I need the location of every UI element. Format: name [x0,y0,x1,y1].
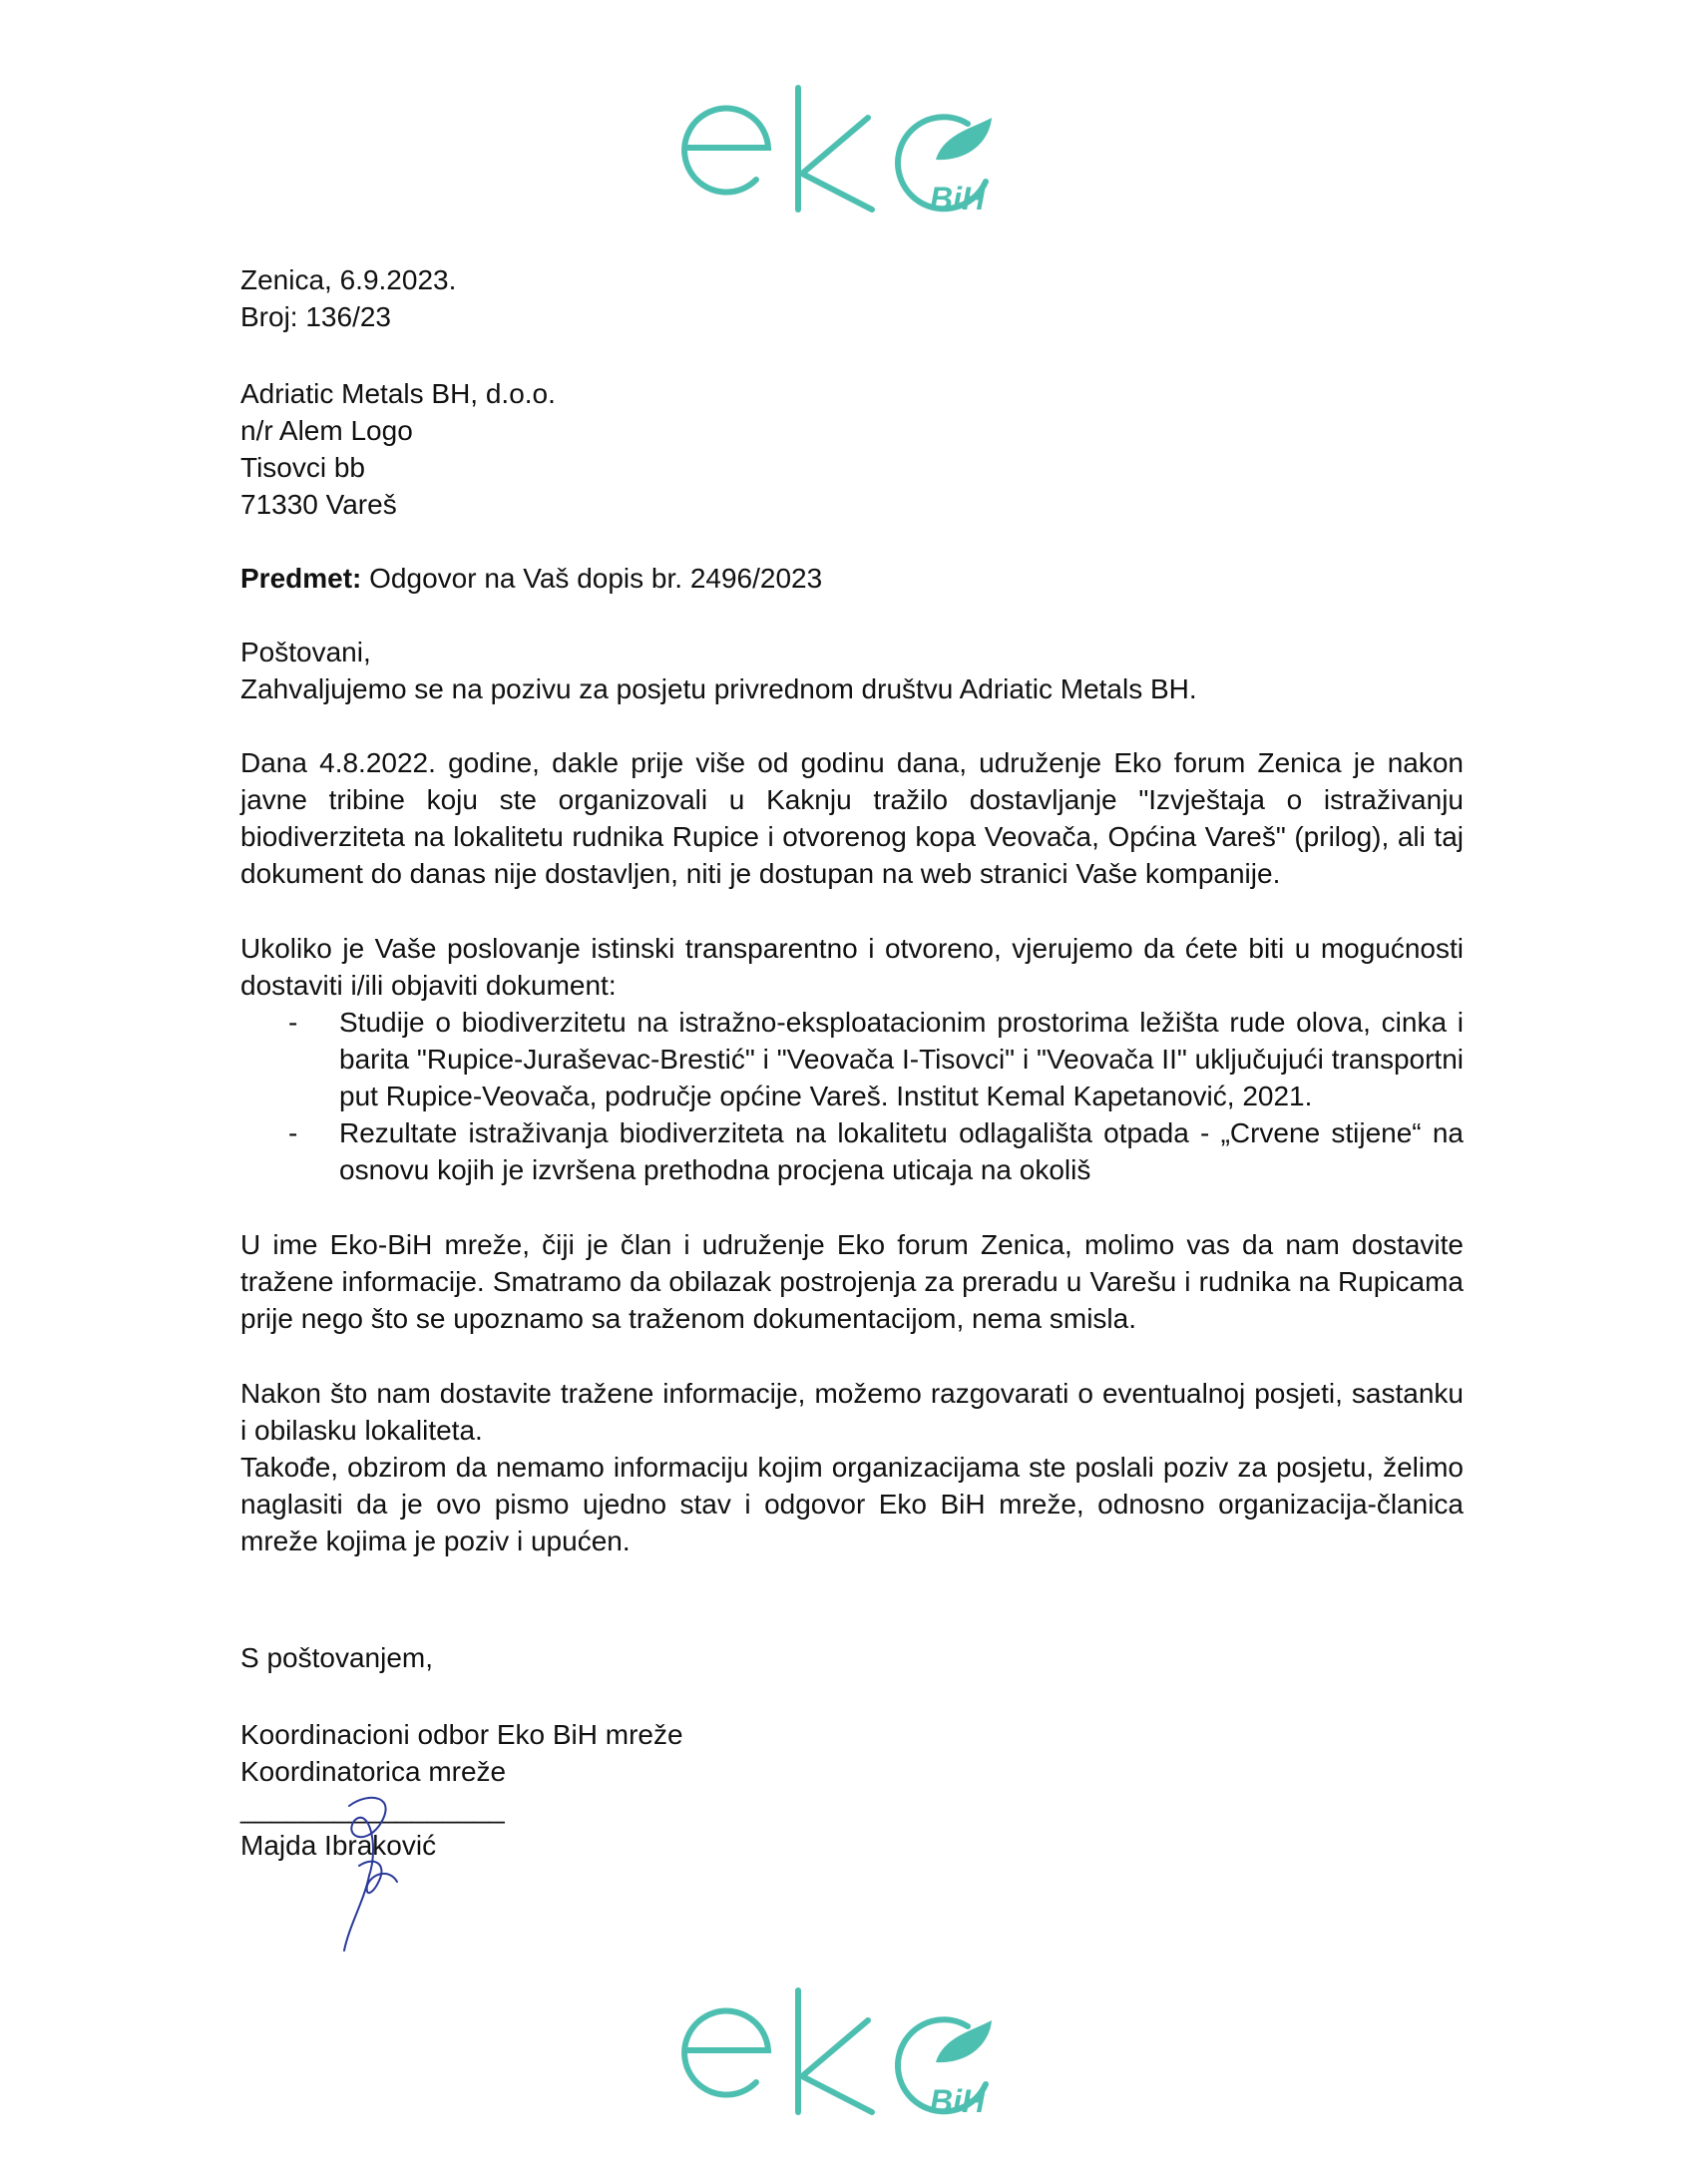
logo-sub-text: BiH [930,2083,986,2119]
signatory-name: Majda Ibraković [240,1830,437,1861]
recipient-line-1: Adriatic Metals BH, d.o.o. [240,378,556,409]
signatory-role: Koordinatorica mreže [240,1756,507,1787]
requested-documents-list [240,1004,1464,1188]
recipient-line-4: 71330 Vareš [240,489,397,520]
list-item [240,1004,1464,1114]
subject-label: Predmet: [240,563,362,594]
thanks-text: Zahvaljujemo se na pozivu za posjetu privrednom društvu Adriatic Metals BH. [240,673,1197,704]
bullet-dash: - [288,1117,298,1148]
list-item-text: Rezultate istraživanja biodiverziteta na lokalitetu odlagališta otpada - „Crvene stijene“ na osnovu kojih je izvršena prethodna procjena uticaja na okoliš [339,1117,1464,1185]
place-date: Zenica, 6.9.2023. [240,264,457,295]
logo-sub-text: BiH [930,181,986,217]
subject-line [240,560,1464,597]
paragraph-3: U ime Eko-BiH mreže, čiji je član i udruženje Eko forum Zenica, molimo vas da nam dostavite tražene informacije. Smatramo da obilazak postrojenja za preradu u Varešu i rudnika na Rupicama prije nego što se upoznamo sa traženom dokumentacijom, nema smisla. [240,1229,1464,1334]
bullet-dash: - [288,1007,298,1038]
recipient-line-3: Tisovci bb [240,452,366,483]
signature-underline: _________________ [240,1793,505,1824]
logo-graphic [668,78,1028,218]
paragraph-2: Ukoliko je Vaše poslovanje istinski transparentno i otvoreno, vjerujemo da ćete biti u mogućnosti dostaviti i/ili objaviti dokument: [240,933,1464,1001]
letter-body [240,261,1464,1864]
subject-text: Odgovor na Vaš dopis br. 2496/2023 [361,563,823,594]
paragraph-5: Takođe, obzirom da nemamo informaciju kojim organizacijama ste poslali poziv za posjetu, želimo naglasiti da je ovo pismo ujedno stav i odgovor Eko BiH mreže, odnosno organizacija-članica mreže kojima je poziv i upućen. [240,1452,1464,1556]
document-number: Broj: 136/23 [240,301,391,332]
list-item [240,1114,1464,1188]
greeting: Poštovani, [240,637,371,667]
paragraph-1: Dana 4.8.2022. godine, dakle prije više od godinu dana, udruženje Eko forum Zenica je nakon javne tribine koju ste organizovali u Kaknju tražilo dostavljanje "Izvještaja o istraživanju biodiverziteta na lokalitetu rudnika Rupice i otvorenog kopa Veovača, Općina Vareš" (prilog), ali taj dokument do danas nije dostavljen, niti je dostupan na web stranici Vaše kompanije. [240,747,1464,889]
recipient-address [240,375,1464,523]
eko-bih-logo [668,78,1028,218]
closing-salutation: S poštovanjem, [240,1642,433,1673]
recipient-line-2: n/r Alem Logo [240,415,413,446]
logo-graphic [668,1980,1028,2120]
eko-bih-footer-logo [668,1980,1028,2120]
paragraph-4: Nakon što nam dostavite tražene informacije, možemo razgovarati o eventualnoj posjeti, sastanku i obilasku lokaliteta. [240,1378,1464,1446]
signatory-organization: Koordinacioni odbor Eko BiH mreže [240,1719,683,1750]
list-item-text: Studije o biodiverzitetu na istražno-eksploatacionim prostorima ležišta rude olova, cinka i barita "Rupice-Juraševac-Brestić" i "Veovača I-Tisovci" i "Veovača II" uključujući transportni put Rupice-Veovača, područje općine Vareš. Institut Kemal Kapetanović, 2021. [339,1007,1464,1111]
